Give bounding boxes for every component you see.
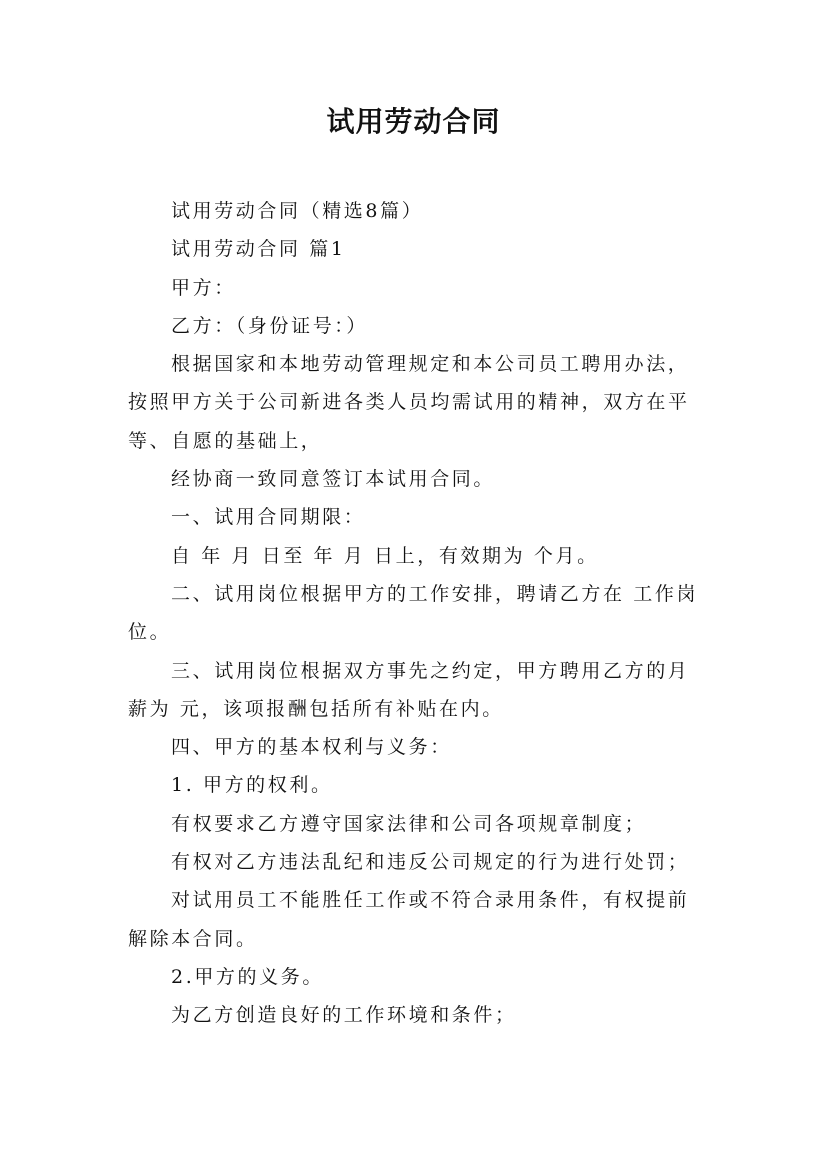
paragraph-clause-3: 三、试用岗位根据双方事先之约定，甲方聘用乙方的月薪为 元，该项报酬包括所有补贴在内。	[128, 659, 690, 720]
document-body	[128, 192, 708, 1035]
paragraph-duty-1: 为乙方创造良好的工作环境和条件；	[171, 1004, 517, 1027]
document-title: 试用劳动合同	[326, 105, 501, 138]
paragraph-rights-heading: 1. 甲方的权利。	[171, 774, 333, 797]
paragraph-clause-2: 二、试用岗位根据甲方的工作安排，聘请乙方在 工作岗位。	[128, 582, 699, 644]
paragraph-term: 自 年 月 日至 年 月 日上，有效期为 个月。	[171, 544, 599, 567]
paragraph-party-b: 乙方：（身份证号：）	[171, 314, 369, 337]
paragraph-agreement: 经协商一致同意签订本试用合同。	[171, 468, 496, 491]
paragraph-preamble: 根据国家和本地劳动管理规定和本公司员工聘用办法，按照甲方关于公司新进各类人员均需试用的精神，双方在平等、自愿的基础上，	[128, 353, 690, 452]
paragraph-right-2: 有权对乙方违法乱纪和违反公司规定的行为进行处罚；	[171, 851, 690, 874]
paragraph-duties-heading: 2.甲方的义务。	[171, 965, 324, 988]
paragraph-right-1: 有权要求乙方遵守国家法律和公司各项规章制度；	[171, 812, 647, 835]
paragraph-right-3: 对试用员工不能胜任工作或不符合录用条件，有权提前解除本合同。	[128, 889, 690, 950]
paragraph-party-a: 甲方：	[171, 276, 236, 299]
paragraph-clause-1-heading: 一、试用合同期限：	[171, 506, 366, 529]
paragraph-section-heading: 试用劳动合同 篇1	[171, 238, 346, 261]
paragraph-subtitle: 试用劳动合同（精选8篇）	[171, 200, 424, 222]
paragraph-clause-4-heading: 四、甲方的基本权利与义务：	[171, 736, 452, 759]
